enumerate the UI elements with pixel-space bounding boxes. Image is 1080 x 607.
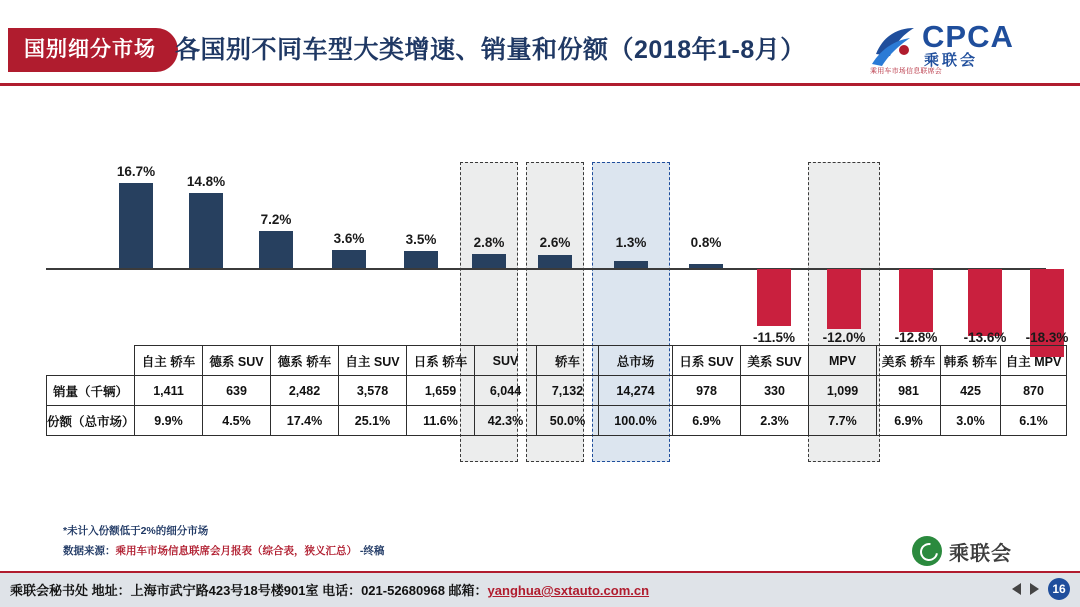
bar-3 (332, 250, 366, 268)
bar-label-2: 7.2% (260, 212, 292, 227)
table-col-header-7: 总市场 (599, 346, 673, 376)
logo-text-sub: 乘联会 (924, 52, 979, 69)
footnote-exclusion: *未计入份额低于2%的细分市场 (63, 525, 209, 537)
wechat-icon (912, 536, 942, 566)
bar-1 (189, 193, 223, 268)
bar-4 (404, 251, 438, 268)
table-cell-1-13: 6.1% (1001, 406, 1067, 436)
table-cell-0-0: 1,411 (135, 376, 203, 406)
table-cell-1-5: 42.3% (475, 406, 537, 436)
watermark (912, 532, 1062, 570)
bar-label-6: 2.6% (539, 235, 571, 250)
table-cell-0-10: 1,099 (809, 376, 877, 406)
table-cell-1-9: 2.3% (741, 406, 809, 436)
table-cell-0-2: 2,482 (271, 376, 339, 406)
data-table-wrapper (46, 345, 1062, 436)
category-tag: 国别细分市场 (8, 28, 178, 72)
table-cell-0-6: 7,132 (537, 376, 599, 406)
footnote-source-prefix: 数据来源： (63, 545, 116, 557)
table-header-row (47, 346, 1067, 376)
footer-contact-prefix: 乘联会秘书处 地址：上海市武宁路423号18号楼901室 电话：021-52680968 邮箱： (10, 583, 488, 598)
bar-9 (757, 269, 791, 326)
bar-label-8: 0.8% (690, 235, 722, 250)
page-title: 各国别不同车型大类增速、销量和份额（2018年1-8月） (175, 36, 806, 64)
table-cell-1-8: 6.9% (673, 406, 741, 436)
table-row (47, 376, 1067, 406)
table-cell-1-1: 4.5% (203, 406, 271, 436)
pager (1012, 578, 1070, 600)
table-cell-0-12: 425 (941, 376, 1001, 406)
table-col-header-12: 韩系 轿车 (941, 346, 1001, 376)
table-col-header-8: 日系 SUV (673, 346, 741, 376)
table-col-header-2: 德系 轿车 (271, 346, 339, 376)
table-cell-1-0: 9.9% (135, 406, 203, 436)
bar-label-10: -12.0% (822, 330, 866, 345)
table-cell-1-7: 100.0% (599, 406, 673, 436)
bar-label-12: -13.6% (963, 330, 1007, 345)
bar-label-4: 3.5% (405, 232, 437, 247)
footnote-source (63, 543, 384, 558)
data-table (46, 345, 1067, 436)
table-cell-1-3: 25.1% (339, 406, 407, 436)
bar-label-0: 16.7% (116, 164, 156, 179)
chart-baseline (46, 268, 1046, 270)
table-cell-1-10: 7.7% (809, 406, 877, 436)
bar-11 (899, 269, 933, 332)
bar-10 (827, 269, 861, 329)
page-header (0, 0, 1080, 86)
bar-label-5: 2.8% (473, 235, 505, 250)
table-cell-0-11: 981 (877, 376, 941, 406)
table-cell-0-4: 1,659 (407, 376, 475, 406)
table-row-header-1: 份额（总市场） (47, 406, 135, 436)
footnote-source-suffix: -终稿 (357, 545, 385, 557)
next-page-button[interactable] (1030, 583, 1039, 595)
table-col-header-5: SUV (475, 346, 537, 376)
page-number-badge: 16 (1048, 578, 1070, 600)
table-col-header-0: 自主 轿车 (135, 346, 203, 376)
table-row-header-0: 销量（千辆） (47, 376, 135, 406)
bar-0 (119, 183, 153, 268)
footer-contact (10, 580, 649, 599)
bar-label-13: -18.3% (1025, 330, 1069, 345)
bar-6 (538, 255, 572, 268)
table-col-header-6: 轿车 (537, 346, 599, 376)
header-divider (0, 83, 1080, 86)
footer-email-link[interactable]: yanghua@sxtauto.com.cn (487, 583, 650, 598)
table-cell-0-3: 3,578 (339, 376, 407, 406)
table-col-header-13: 自主 MPV (1001, 346, 1067, 376)
bar-label-7: 1.3% (615, 235, 647, 250)
table-cell-1-4: 11.6% (407, 406, 475, 436)
table-col-header-11: 美系 轿车 (877, 346, 941, 376)
table-row (47, 406, 1067, 436)
bar-label-1: 14.8% (186, 174, 226, 189)
table-col-header-3: 自主 SUV (339, 346, 407, 376)
bar-5 (472, 254, 506, 268)
table-cell-1-12: 3.0% (941, 406, 1001, 436)
logo-text-cpca: CPCA (922, 19, 1014, 54)
bar-label-9: -11.5% (752, 330, 796, 345)
bar-7 (614, 261, 648, 268)
logo-text-cn: 乘用车市场信息联席会 (870, 68, 942, 75)
table-cell-0-7: 14,274 (599, 376, 673, 406)
bar-label-3: 3.6% (333, 231, 365, 246)
footnote-source-highlight: 乘用车市场信息联席会月报表（综合表，狭义汇总） (115, 545, 357, 557)
table-cell-0-8: 978 (673, 376, 741, 406)
cpca-logo-icon (870, 24, 918, 70)
table-cell-0-13: 870 (1001, 376, 1067, 406)
bar-8 (689, 264, 723, 268)
table-cell-0-9: 330 (741, 376, 809, 406)
growth-bar-chart (46, 120, 1069, 345)
table-col-header-4: 日系 轿车 (407, 346, 475, 376)
table-cell-1-2: 17.4% (271, 406, 339, 436)
bar-label-11: -12.8% (894, 330, 938, 345)
table-col-header-10: MPV (809, 346, 877, 376)
bar-2 (259, 231, 293, 268)
table-col-header-9: 美系 SUV (741, 346, 809, 376)
table-cell-1-11: 6.9% (877, 406, 941, 436)
bar-12 (968, 269, 1002, 336)
prev-page-button[interactable] (1012, 583, 1021, 595)
table-cell-0-5: 6,044 (475, 376, 537, 406)
table-cell-0-1: 639 (203, 376, 271, 406)
table-col-header-1: 德系 SUV (203, 346, 271, 376)
watermark-text: 乘联会 (949, 542, 1012, 565)
cpca-logo (870, 19, 1066, 75)
table-corner-cell (47, 346, 135, 376)
table-cell-1-6: 50.0% (537, 406, 599, 436)
